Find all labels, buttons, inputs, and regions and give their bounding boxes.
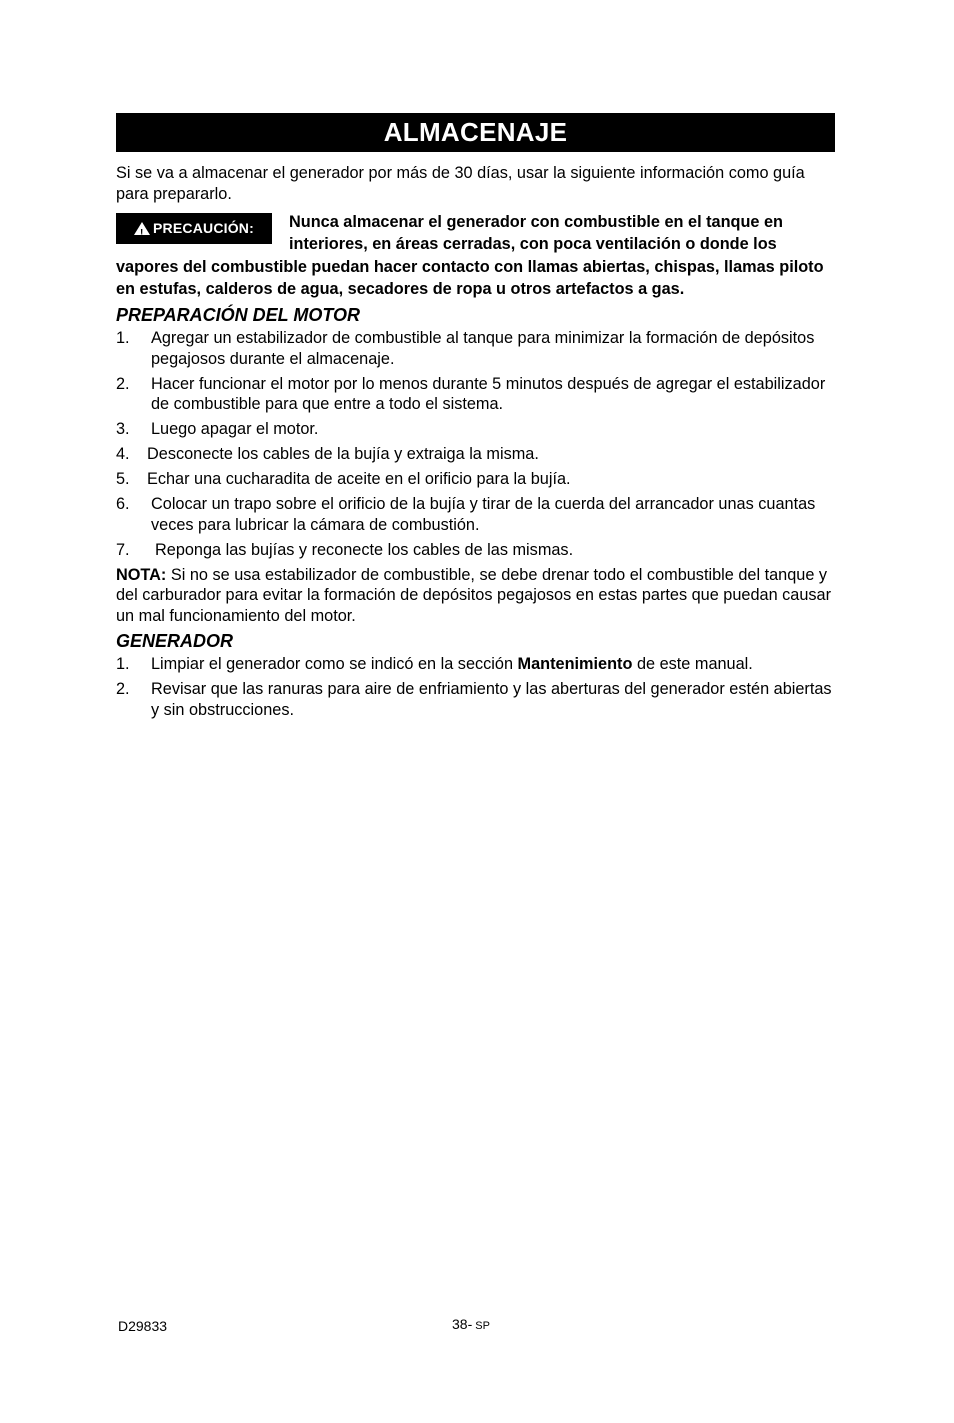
list-number: 5. <box>116 470 130 489</box>
list-item <box>116 374 835 415</box>
note-text: Si no se usa estabilizador de combustible, se debe drenar todo el combustible del tanque y del carburador para evitar la formación de depósitos pegajosos en estas partes que puedan causar un mal funcionamiento del motor. <box>116 565 832 625</box>
caution-text: Nunca almacenar el generador con combustible en el tanque en interiores, en áreas cerradas, con poca ventilación o donde los vapores del combustible puedan hacer contacto con llamas abiertas, chispas, llamas piloto en estufas, calderos de agua, secadores de ropa u otros artefactos a gas. <box>116 213 824 298</box>
page-number-value: 38- <box>452 1316 473 1332</box>
generador-steps-list <box>116 654 835 720</box>
intro-paragraph: Si se va a almacenar el generador por más de 30 días, usar la siguiente información como guía para prepararlo. <box>116 164 805 203</box>
warning-triangle-icon <box>134 222 150 235</box>
list-number: 1. <box>116 329 130 348</box>
list-text-post: de este manual. <box>632 655 753 674</box>
page-content <box>116 113 835 725</box>
list-text: Desconecte los cables de la bujía y extraiga la misma. <box>147 445 539 464</box>
list-item <box>116 444 835 465</box>
list-text: Hacer funcionar el motor por lo menos durante 5 minutos después de agregar el estabilizador de combustible para que entre a todo el sistema. <box>151 374 826 414</box>
list-number: 6. <box>116 495 130 514</box>
list-text: Colocar un trapo sobre el orificio de la bujía y tirar de la cuerda del arrancador unas cuantas veces para lubricar la cámara de combustión. <box>151 495 816 534</box>
caution-block <box>116 211 835 300</box>
list-item <box>116 328 835 369</box>
list-number: 2. <box>116 374 130 393</box>
caution-badge-label: PRECAUCIÓN: <box>153 220 254 237</box>
list-item <box>116 419 835 440</box>
list-item <box>116 469 835 490</box>
list-number: 2. <box>116 680 130 699</box>
list-number: 3. <box>116 420 130 439</box>
page-title: ALMACENAJE <box>383 117 568 148</box>
list-text <box>151 654 835 675</box>
title-bar <box>116 113 835 152</box>
page-suffix: SP <box>475 1320 490 1332</box>
motor-steps-list <box>116 328 835 560</box>
generador-heading: GENERADOR <box>116 631 234 652</box>
list-text: Echar una cucharadita de aceite en el orificio para la bujía. <box>147 470 571 489</box>
list-text-bold: Mantenimiento <box>517 655 633 674</box>
list-text: Reponga las bujías y reconecte los cables de las mismas. <box>155 540 574 559</box>
document-code: D29833 <box>118 1318 168 1334</box>
list-item <box>116 494 835 535</box>
list-text-pre: Limpiar el generador como se indicó en la sección <box>151 655 518 674</box>
list-number: 4. <box>116 445 130 464</box>
caution-badge <box>116 213 272 244</box>
motor-heading: PREPARACIÓN DEL MOTOR <box>116 305 361 326</box>
list-text: Luego apagar el motor. <box>151 420 319 439</box>
list-item <box>116 540 835 561</box>
list-text: Revisar que las ranuras para aire de enfriamiento y las aberturas del generador estén abiertas y sin obstrucciones. <box>151 680 832 719</box>
list-text: Agregar un estabilizador de combustible al tanque para minimizar la formación de depósitos pegajosos durante el almacenaje. <box>151 329 815 368</box>
note-paragraph <box>116 565 835 627</box>
list-number: 7. <box>116 540 130 559</box>
note-label: NOTA: <box>116 565 167 584</box>
list-item <box>116 679 835 720</box>
page-number <box>452 1316 490 1332</box>
list-number: 1. <box>116 655 130 674</box>
list-item <box>116 654 835 675</box>
